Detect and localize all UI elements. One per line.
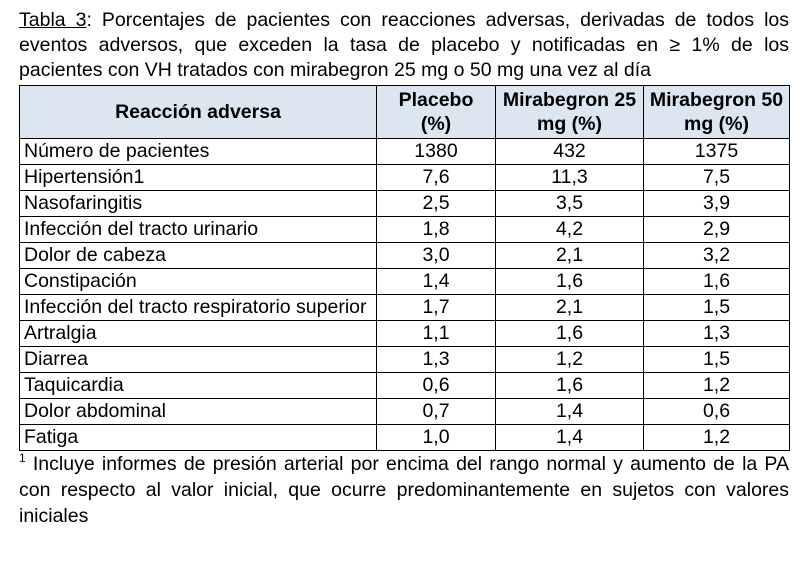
- cell-placebo: 0,7: [377, 399, 496, 425]
- cell-mirabegron-25: 2,1: [496, 295, 644, 321]
- table-caption: [19, 8, 789, 83]
- header-mirabegron-50: Mirabegron 50 mg (%): [644, 86, 790, 139]
- cell-mirabegron-25: 1,4: [496, 399, 644, 425]
- header-placebo: Placebo (%): [377, 86, 496, 139]
- cell-mirabegron-50: 3,2: [644, 243, 790, 269]
- cell-reaction: Infección del tracto urinario: [20, 217, 377, 243]
- cell-mirabegron-25: 1,2: [496, 347, 644, 373]
- footnote-text: Incluye informes de presión arterial por encima del rango normal y aumento de la PA con respecto al valor inicial, que ocurre predominantemente en sujetos con valores iniciales: [19, 453, 789, 527]
- cell-reaction: Diarrea: [20, 347, 377, 373]
- cell-reaction: Fatiga: [20, 425, 377, 451]
- cell-placebo: 1,4: [377, 269, 496, 295]
- cell-placebo: 3,0: [377, 243, 496, 269]
- cell-reaction: Taquicardia: [20, 373, 377, 399]
- table-body: [20, 139, 790, 451]
- cell-reaction: Constipación: [20, 269, 377, 295]
- cell-placebo: 2,5: [377, 191, 496, 217]
- table-row: [20, 165, 790, 191]
- cell-mirabegron-50: 1375: [644, 139, 790, 165]
- cell-mirabegron-25: 4,2: [496, 217, 644, 243]
- cell-placebo: 1,7: [377, 295, 496, 321]
- cell-placebo: 1380: [377, 139, 496, 165]
- table-row: [20, 295, 790, 321]
- cell-mirabegron-25: 1,6: [496, 321, 644, 347]
- table-row: [20, 373, 790, 399]
- cell-mirabegron-25: 1,6: [496, 373, 644, 399]
- cell-reaction: Infección del tracto respiratorio superior: [20, 295, 377, 321]
- cell-mirabegron-25: 2,1: [496, 243, 644, 269]
- cell-mirabegron-50: 1,5: [644, 347, 790, 373]
- header-reaction: Reacción adversa: [20, 86, 377, 139]
- table-row: [20, 139, 790, 165]
- cell-mirabegron-50: 1,3: [644, 321, 790, 347]
- table-caption-text: : Porcentajes de pacientes con reacciones adversas, derivadas de todos los eventos adversos, que exceden la tasa de placebo y notificadas en ≥ 1% de los pacientes con VH tratados con mirabegron 25 mg o 50 mg una vez al día: [19, 9, 789, 81]
- cell-mirabegron-25: 1,4: [496, 425, 644, 451]
- cell-placebo: 1,1: [377, 321, 496, 347]
- cell-mirabegron-50: 3,9: [644, 191, 790, 217]
- table-row: [20, 321, 790, 347]
- cell-reaction: Hipertensión1: [20, 165, 377, 191]
- table-row: [20, 425, 790, 451]
- table-row: [20, 399, 790, 425]
- cell-placebo: 1,3: [377, 347, 496, 373]
- cell-reaction: Dolor de cabeza: [20, 243, 377, 269]
- footnote: [19, 451, 789, 529]
- table-row: [20, 191, 790, 217]
- table-row: [20, 217, 790, 243]
- cell-mirabegron-50: 1,2: [644, 373, 790, 399]
- cell-mirabegron-25: 3,5: [496, 191, 644, 217]
- cell-reaction: Artralgia: [20, 321, 377, 347]
- cell-placebo: 7,6: [377, 165, 496, 191]
- table-row: [20, 347, 790, 373]
- cell-reaction: Nasofaringitis: [20, 191, 377, 217]
- cell-mirabegron-25: 432: [496, 139, 644, 165]
- cell-mirabegron-25: 11,3: [496, 165, 644, 191]
- cell-placebo: 1,8: [377, 217, 496, 243]
- cell-mirabegron-50: 1,5: [644, 295, 790, 321]
- header-mirabegron-25: Mirabegron 25 mg (%): [496, 86, 644, 139]
- cell-placebo: 0,6: [377, 373, 496, 399]
- cell-mirabegron-50: 0,6: [644, 399, 790, 425]
- table-header-row: [20, 86, 790, 139]
- cell-reaction: Dolor abdominal: [20, 399, 377, 425]
- table-row: [20, 269, 790, 295]
- cell-mirabegron-50: 7,5: [644, 165, 790, 191]
- adverse-reactions-table: [19, 85, 790, 451]
- cell-reaction: Número de pacientes: [20, 139, 377, 165]
- table-label: Tabla 3: [19, 9, 87, 31]
- cell-mirabegron-50: 2,9: [644, 217, 790, 243]
- cell-mirabegron-50: 1,6: [644, 269, 790, 295]
- cell-mirabegron-50: 1,2: [644, 425, 790, 451]
- footnote-marker: 1: [19, 451, 26, 465]
- table-row: [20, 243, 790, 269]
- cell-placebo: 1,0: [377, 425, 496, 451]
- cell-mirabegron-25: 1,6: [496, 269, 644, 295]
